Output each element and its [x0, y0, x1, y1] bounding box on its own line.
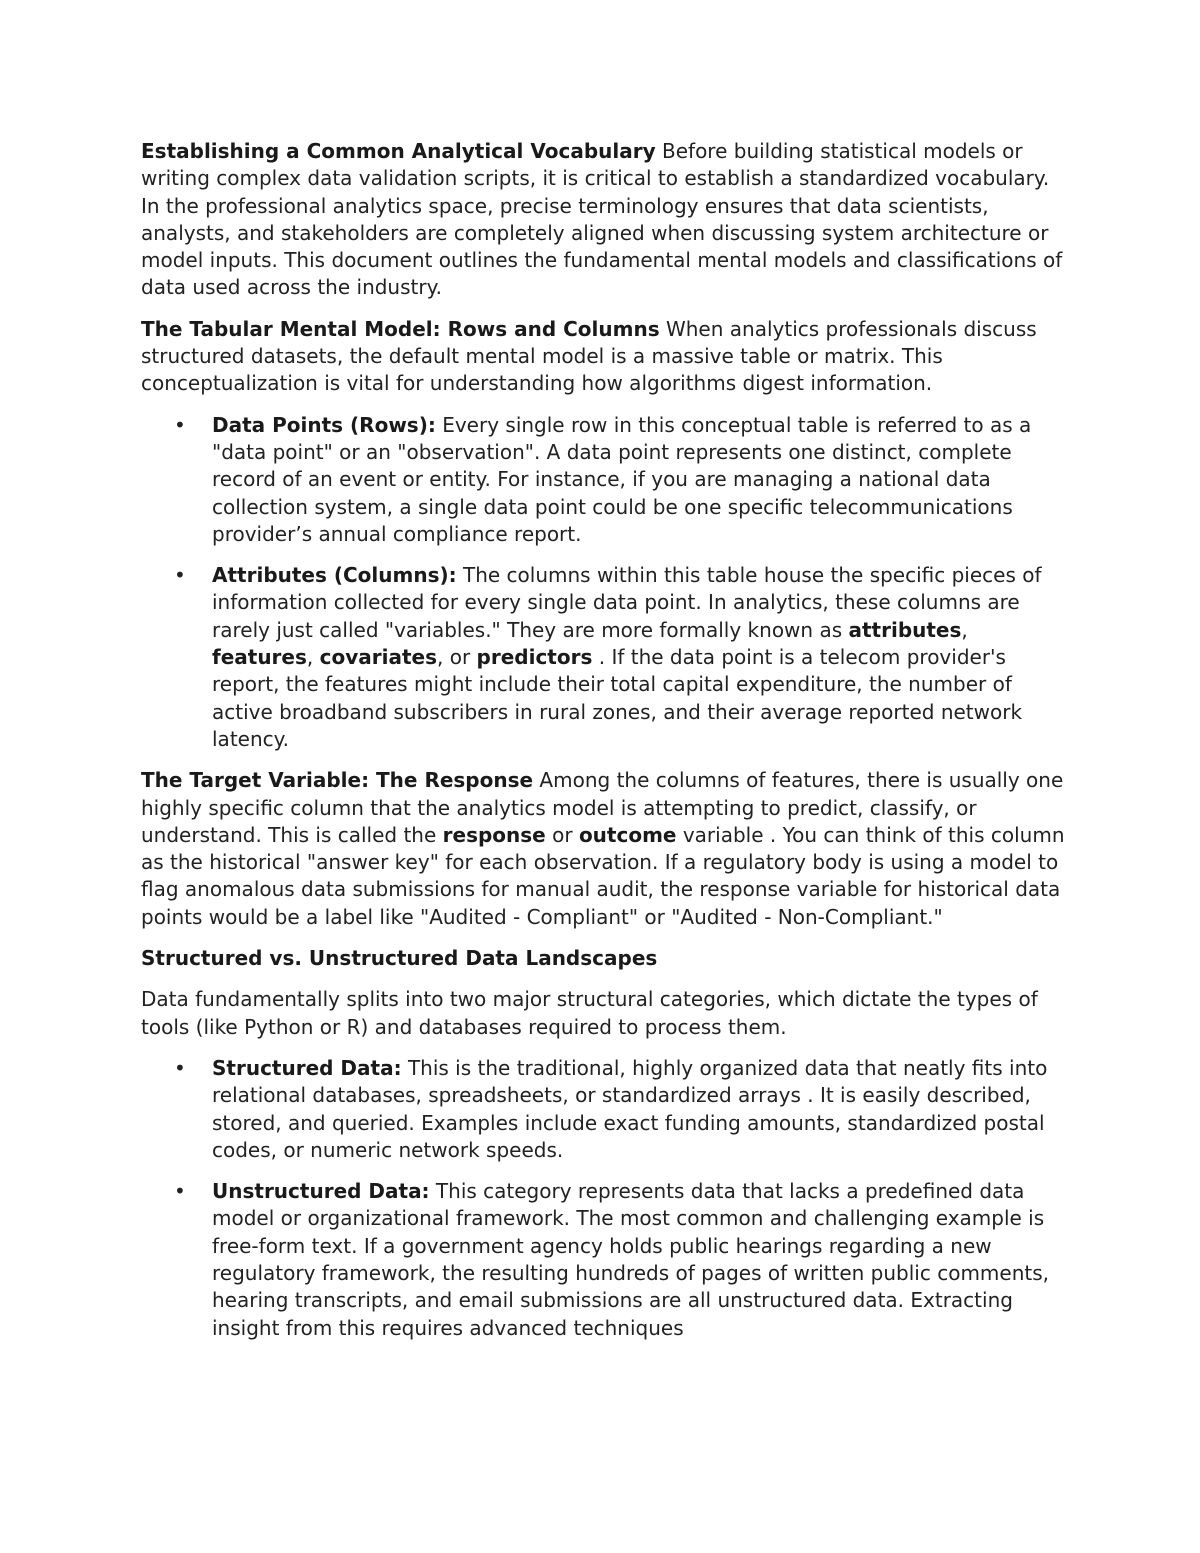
structured-heading: Structured vs. Unstructured Data Landscapes: [141, 946, 658, 971]
data-points-text: Every single row in this conceptual table is referred to as a "data point" or an "observation". A data point represents one distinct, complete record of an event or entity. For instance, if you are managing a national data collection system, a single data point could be one specific telecommunications provider’s annual compliance report.: [212, 412, 1032, 546]
vocab-body: Before building statistical models or writing complex data validation scripts, it is critical to establish a standardized vocabulary. In the professional analytics space, precise terminology ensures that data scientists, analysts, and stakeholders are completely aligned when discussing system architecture or model inputs. This document outlines the fundamental mental models and classifications of data used across the industry.: [141, 139, 1063, 300]
target-paragraph: [141, 767, 1066, 931]
tabular-paragraph: [141, 316, 1066, 398]
unstructured-data-label: Unstructured Data:: [212, 1179, 430, 1204]
attributes-label: Attributes (Columns):: [212, 563, 457, 588]
attributes-text-end: . If the data point is a telecom provider's report, the features might include their total capital expenditure, the number of active broadband subscribers in rural zones, and their average reported network latency.: [212, 645, 1023, 751]
bullet-icon: •: [174, 1055, 186, 1080]
term-covariates: covariates: [319, 645, 437, 670]
unstructured-data-text: This category represents data that lacks a predefined data model or organizational framework. The most common and challenging example is free-form text. If a government agency holds public hearings regarding a new regulatory framework, the resulting hundreds of pages of written public comments, hearing transcripts, and email submissions are all unstructured data. Extracting insight from this requires advanced techniques: [212, 1179, 1050, 1340]
vocab-heading: Establishing a Common Analytical Vocabulary: [141, 139, 656, 163]
term-separator: or: [545, 822, 579, 847]
target-heading: The Target Variable: The Response: [141, 768, 534, 793]
term-response: response: [442, 822, 546, 847]
term-separator: ,: [306, 645, 320, 670]
tabular-heading: The Tabular Mental Model: Rows and Columns: [141, 316, 660, 341]
structured-bullet-list: [141, 1055, 1066, 1342]
document-page: [141, 138, 1066, 1356]
list-item-data-points: [141, 412, 1066, 548]
bullet-icon: •: [174, 1179, 186, 1204]
tabular-bullet-list: [141, 412, 1066, 754]
bullet-icon: •: [174, 412, 186, 437]
tabular-body: When analytics professionals discuss structured datasets, the default mental model is a massive table or matrix. This conceptualization is vital for understanding how algorithms digest information.: [141, 316, 1037, 396]
term-separator: , or: [437, 645, 477, 670]
structured-data-label: Structured Data:: [212, 1055, 402, 1080]
list-item-attributes: [141, 562, 1066, 753]
attributes-text-start: The columns within this table house the specific pieces of information collected for every single data point. In analytics, these columns are rarely just called "variables." They are more formally known as: [212, 563, 1042, 642]
term-attributes: attributes: [848, 617, 962, 642]
list-item-structured-data: [141, 1055, 1066, 1164]
term-features: features: [212, 645, 307, 670]
structured-intro: Data fundamentally splits into two major structural categories, which dictate the types of tools (like Python or R) and databases required to process them.: [141, 987, 1038, 1039]
bullet-icon: •: [174, 563, 186, 588]
structured-data-text: This is the traditional, highly organized data that neatly fits into relational databases, spreadsheets, or standardized arrays . It is easily described, stored, and queried. Examples include exact funding amounts, standardized postal codes, or numeric network speeds.: [212, 1055, 1048, 1162]
data-points-label: Data Points (Rows):: [212, 412, 436, 437]
term-predictors: predictors: [476, 645, 593, 670]
target-text-end: variable . You can think of this column as the historical "answer key" for each observation. If a regulatory body is using a model to flag anomalous data submissions for manual audit, the response variable for historical data points would be a label like "Audited - Compliant" or "Audited - Non-Compliant.": [141, 822, 1065, 929]
term-outcome: outcome: [578, 822, 677, 847]
term-separator: ,: [961, 617, 968, 642]
target-text-start: Among the columns of features, there is usually one highly specific column that the analytics model is attempting to predict, classify, or understand. This is called the: [141, 768, 1064, 847]
vocab-paragraph: [141, 138, 1066, 302]
list-item-unstructured-data: [141, 1178, 1066, 1342]
